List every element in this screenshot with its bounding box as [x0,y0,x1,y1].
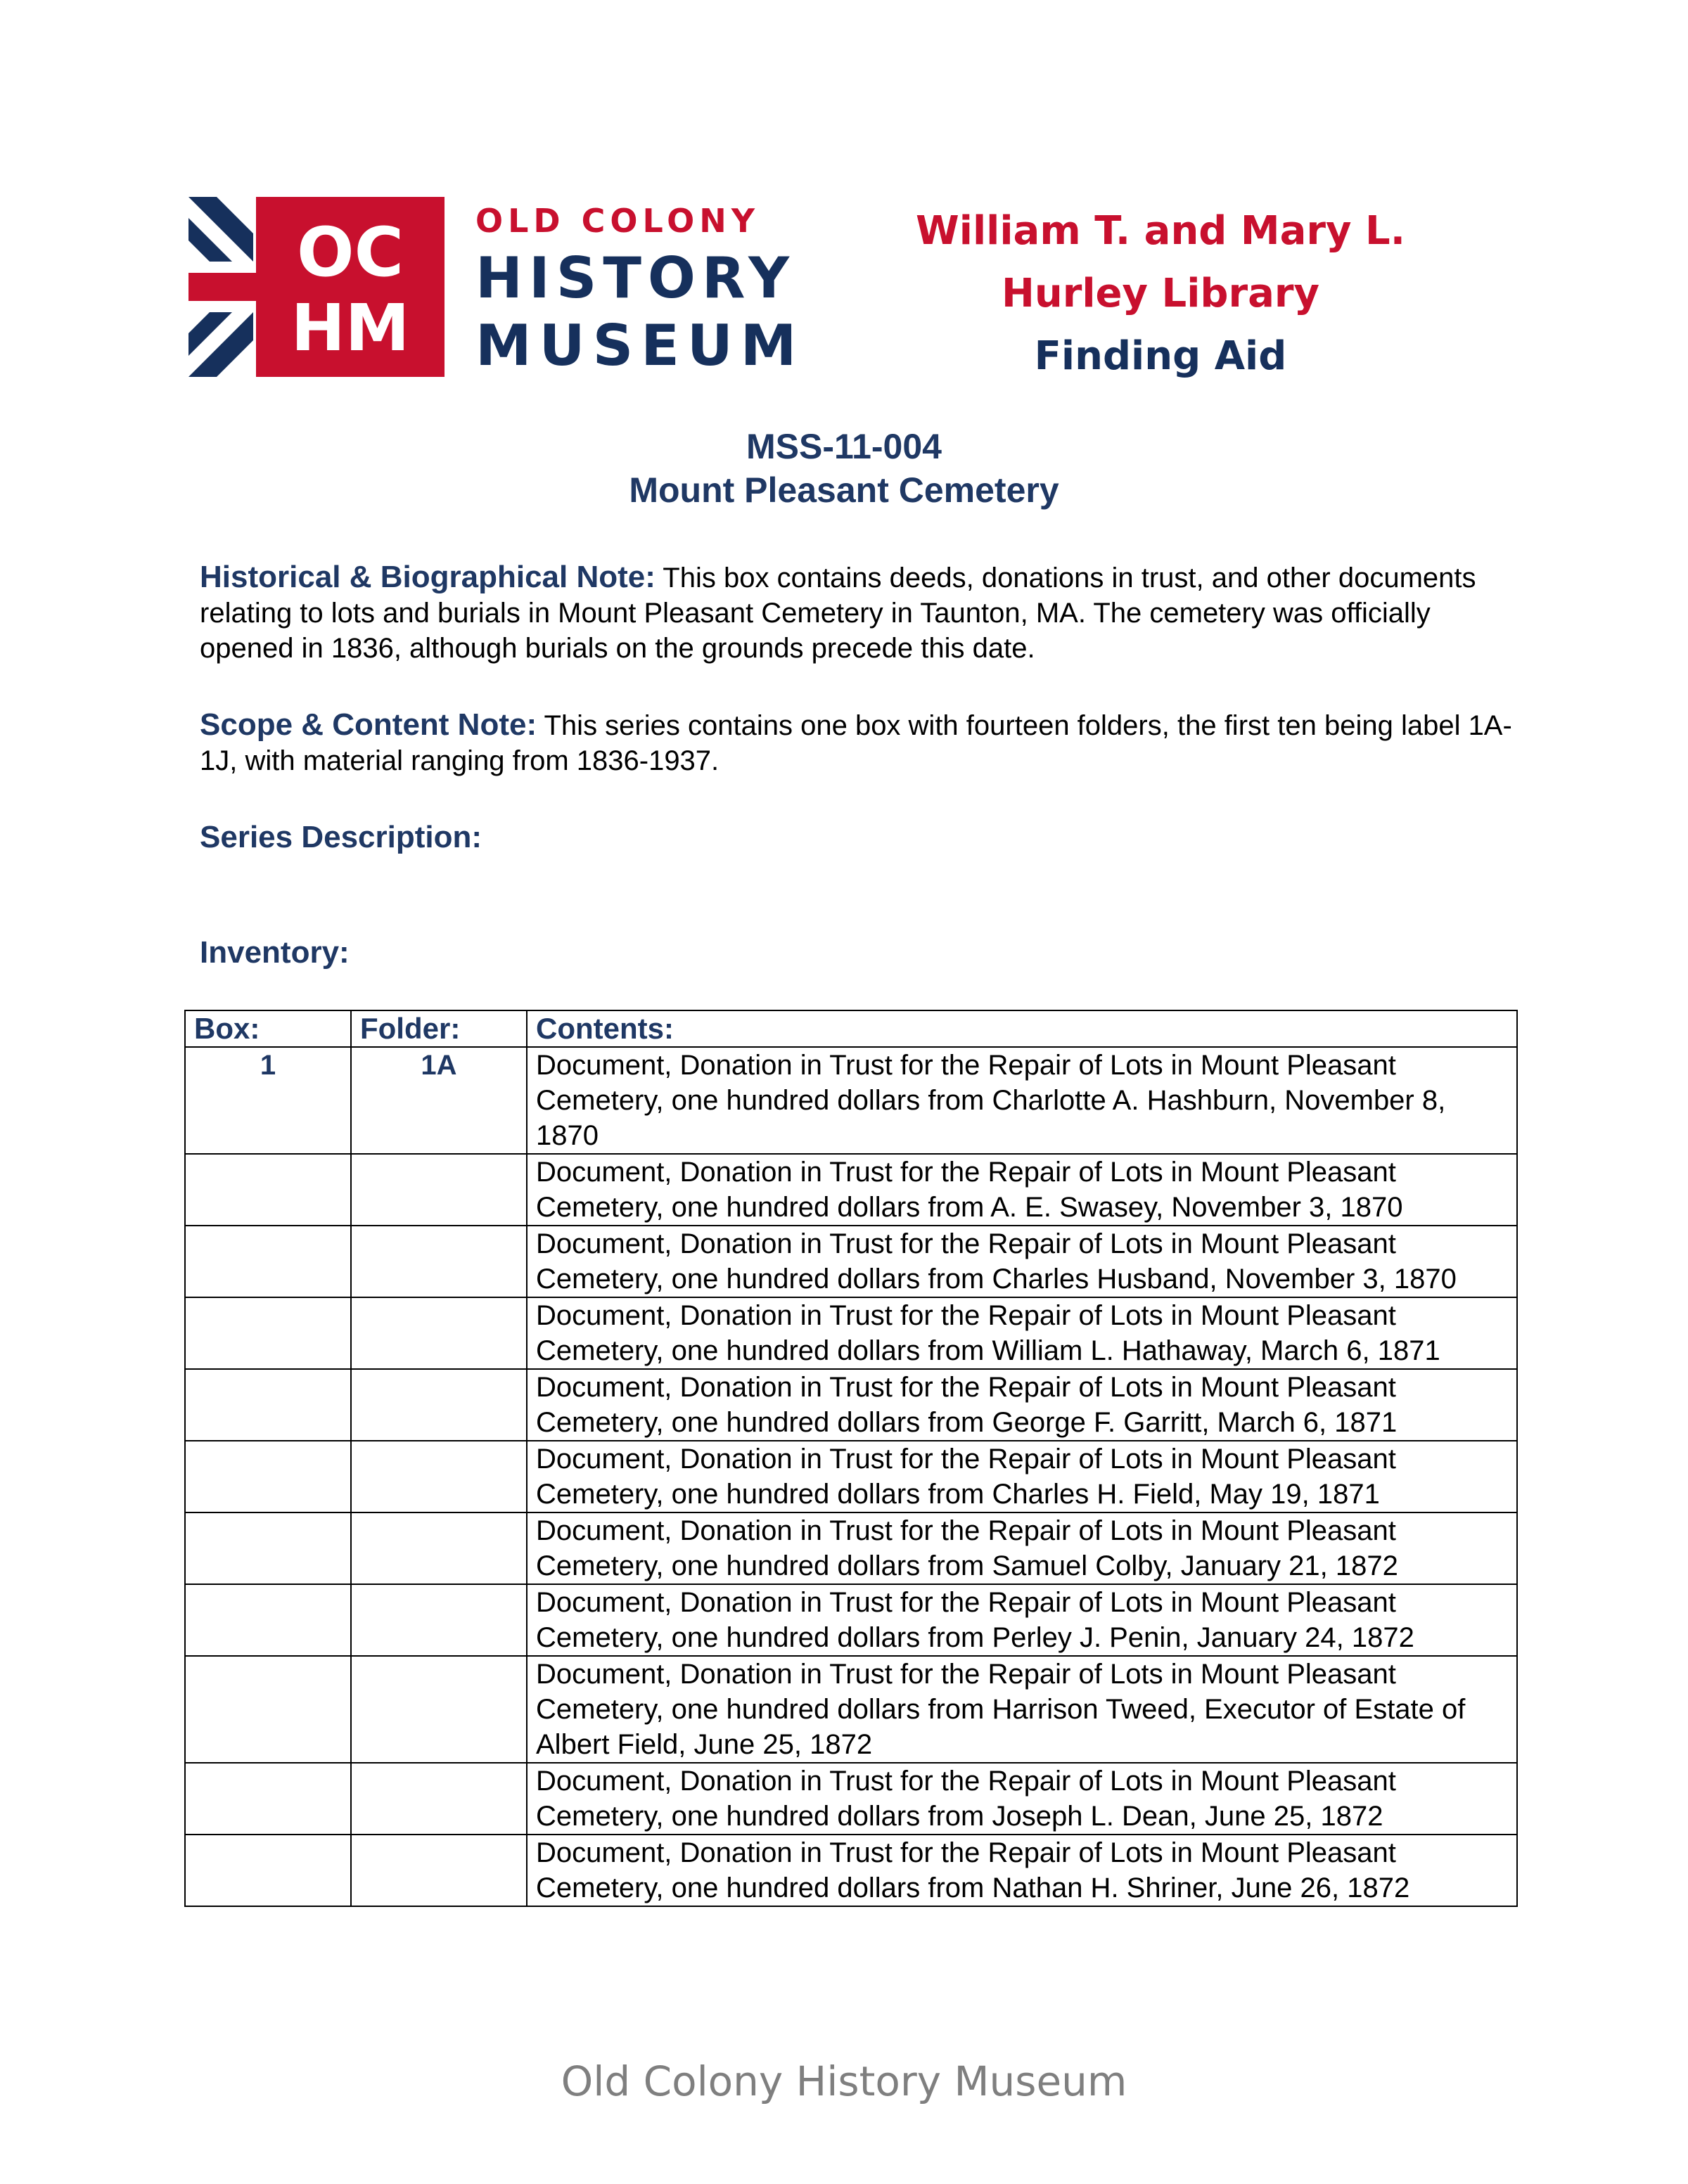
cell-contents: Document, Donation in Trust for the Repair of Lots in Mount Pleasant Cemetery, one hundred dollars from George F. Garritt, March 6, 1871 [527,1369,1517,1441]
cell-box [185,1226,351,1297]
cell-contents: Document, Donation in Trust for the Repair of Lots in Mount Pleasant Cemetery, one hundred dollars from Samuel Colby, January 21, 1872 [527,1512,1517,1584]
cell-folder [351,1763,527,1835]
cell-folder [351,1226,527,1297]
table-row [185,1369,1517,1441]
table-row [185,1512,1517,1584]
series-description-heading: Series Description: [200,820,482,854]
cell-contents: Document, Donation in Trust for the Repair of Lots in Mount Pleasant Cemetery, one hundred dollars from Charlotte A. Hashburn, November 8, 1870 [527,1047,1517,1154]
cell-folder: 1A [351,1047,527,1154]
library-line3: Finding Aid [1034,333,1287,379]
cell-folder [351,1584,527,1656]
wordmark-line2: HISTORY [475,245,796,311]
monogram-top: OC [296,213,404,292]
cell-contents: Document, Donation in Trust for the Repair of Lots in Mount Pleasant Cemetery, one hundred dollars from Harrison Tweed, Executor of Estate of Albert Field, June 25, 1872 [527,1656,1517,1763]
flag-cross-bar [188,273,256,301]
cell-folder [351,1297,527,1369]
museum-wordmark [475,197,813,380]
table-row [185,1835,1517,1906]
table-row [185,1441,1517,1512]
cell-contents: Document, Donation in Trust for the Repair of Lots in Mount Pleasant Cemetery, one hundred dollars from Perley J. Penin, January 24, 1872 [527,1584,1517,1656]
table-row [185,1226,1517,1297]
historical-note-label: Historical & Biographical Note: [200,560,656,594]
table-row [185,1584,1517,1656]
library-line2: Hurley Library [1001,271,1320,316]
wordmark-line1: OLD COLONY [475,202,760,240]
header-folder: Folder: [351,1010,527,1047]
table-row [185,1154,1517,1226]
collection-id: MSS-11-004 [746,427,942,466]
historical-note [200,560,1515,666]
inventory-header-row [185,1010,1517,1047]
table-row [185,1297,1517,1369]
scope-note-label: Scope & Content Note: [200,707,537,742]
cell-contents: Document, Donation in Trust for the Repair of Lots in Mount Pleasant Cemetery, one hundred dollars from Charles Husband, November 3, 1870 [527,1226,1517,1297]
cell-box [185,1441,351,1512]
table-row [185,1763,1517,1835]
cell-contents: Document, Donation in Trust for the Repair of Lots in Mount Pleasant Cemetery, one hundred dollars from William L. Hathaway, March 6, 1871 [527,1297,1517,1369]
scope-note-text: This series contains one box with fourteen folders, the first ten being label 1A-1J, with material ranging from 1836-1937. [200,710,1512,776]
wordmark-line3: MUSEUM [475,313,805,378]
cell-box [185,1763,351,1835]
table-row [185,1047,1517,1154]
cell-box [185,1297,351,1369]
cell-folder [351,1369,527,1441]
page-footer: Old Colony History Museum [561,2057,1127,2105]
cell-box [185,1656,351,1763]
cell-contents: Document, Donation in Trust for the Repair of Lots in Mount Pleasant Cemetery, one hundred dollars from Nathan H. Shriner, June 26, 1872 [527,1835,1517,1906]
cell-folder [351,1441,527,1512]
cell-contents: Document, Donation in Trust for the Repair of Lots in Mount Pleasant Cemetery, one hundred dollars from Joseph L. Dean, June 25, 1872 [527,1763,1517,1835]
table-row [185,1656,1517,1763]
ochm-logo [188,197,445,377]
cell-box [185,1154,351,1226]
header-contents: Contents: [527,1010,1517,1047]
collection-title: Mount Pleasant Cemetery [629,470,1059,510]
library-heading [830,200,1491,387]
cell-folder [351,1656,527,1763]
header-box: Box: [185,1010,351,1047]
monogram-bottom: HM [290,290,410,366]
inventory-heading: Inventory: [200,935,350,970]
cell-box [185,1512,351,1584]
cell-folder [351,1512,527,1584]
historical-note-text: This box contains deeds, donations in trust, and other documents relating to lots and burials in Mount Pleasant Cemetery in Taunton, MA. The cemetery was officially opened in 1836, although burials on the grounds precede this date. [200,563,1476,664]
cell-contents: Document, Donation in Trust for the Repair of Lots in Mount Pleasant Cemetery, one hundred dollars from A. E. Swasey, November 3, 1870 [527,1154,1517,1226]
cell-contents: Document, Donation in Trust for the Repair of Lots in Mount Pleasant Cemetery, one hundred dollars from Charles H. Field, May 19, 1871 [527,1441,1517,1512]
scope-note [200,707,1515,778]
cell-box: 1 [185,1047,351,1154]
cell-box [185,1584,351,1656]
cell-box [185,1835,351,1906]
library-line1: William T. and Mary L. [916,208,1405,254]
cell-box [185,1369,351,1441]
inventory-table [184,1010,1518,1907]
cell-folder [351,1154,527,1226]
cell-folder [351,1835,527,1906]
